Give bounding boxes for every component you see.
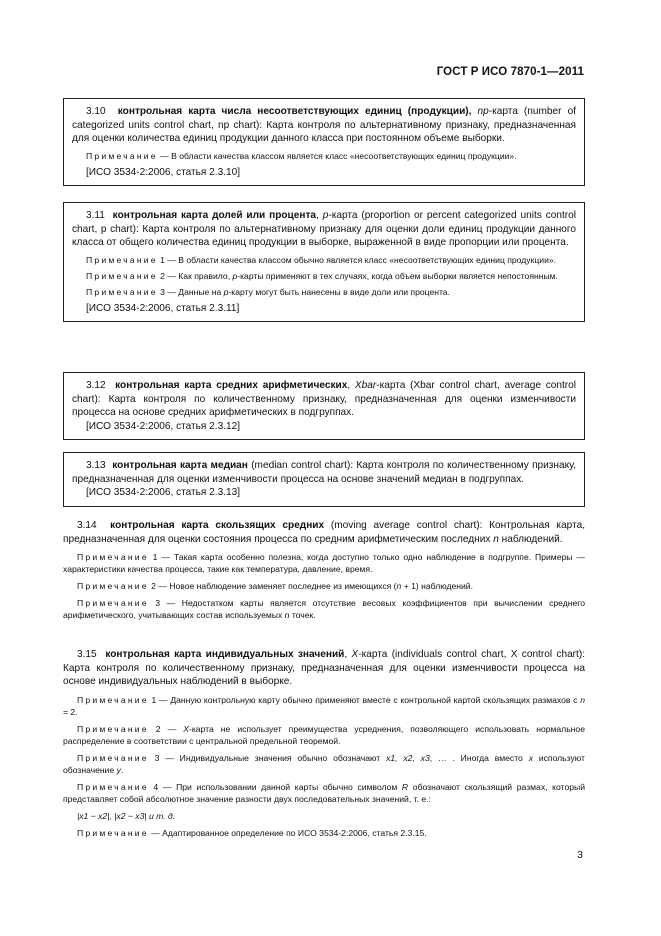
term: контрольная карта индивидуальных значений [105, 649, 345, 660]
term: контрольная карта средних арифметических [115, 380, 348, 391]
symbol: X [351, 649, 359, 660]
definition: 3.10 контрольная карта числа несоответствующих единиц (продукции), np-карта (number of categorized units control chart, np chart): Карта контроля по альтернативному признаку, предназначенная для оценки количества единиц продукции данного класса при постоянном объеме выборки. [72, 106, 576, 144]
symbol: Xbar [354, 380, 377, 391]
term: контрольная карта долей или процента [112, 210, 317, 221]
source-reference: [ИСО 3534-2:2006, статья 2.3.11] [86, 302, 240, 314]
definition: 3.14 контрольная карта скользящих средних (moving average control chart): Контрольная карта, предназначенная для оценки состояния процесса по средним арифметическим последних n наблюдений. [63, 520, 585, 545]
formula: |x1 − x2|, |x2 − x3| и т. д. [77, 810, 176, 821]
source-reference: [ИСО 3534-2:2006, статья 2.3.13] [86, 487, 241, 498]
note-3: Примечание 3 — Недостатком карты является отсутствие весовых коэффициентов при вычислении среднего арифметического, учитывающих состав используемых n точек. [63, 598, 585, 620]
note-1: Примечание 1 — Данную контрольную карту обычно применяют вместе с контрольной картой скользящих размахов с n = 2. [63, 694, 585, 717]
term: контрольная карта медиан [112, 460, 248, 471]
term-box-3-12 [63, 372, 585, 440]
term-entry-3-14 [63, 519, 585, 621]
note-4: Примечание 4 — При использовании данной карты обычно символом R обозначают скользящий размах, который представляет собой абсолютное значение разности двух последовательных значений, т. е.: [63, 781, 585, 804]
term: контрольная карта числа несоответствующих единиц (продукции), [117, 106, 472, 117]
symbol: p [322, 210, 329, 221]
symbol: np [477, 106, 489, 117]
note-1: Примечание 1 — Такая карта особенно полезна, когда доступно только одно наблюдение в подгруппе. Примеры — характеристики качества процесса, такие как температура, давление, время. [63, 552, 585, 574]
definition: 3.13 контрольная карта медиан (median control chart): Карта контроля по количественному признаку, предназначенная для оценки изменчивости процесса на основе значений медиан в подгруппах. [72, 460, 576, 485]
note-3: Примечание 3 — Данные на p-карту могут быть нанесены в виде доли или процента. [86, 286, 450, 297]
definition: 3.11 контрольная карта долей или процента, p-карта (proportion or percent categorized units control chart, p chart): Карта контроля по альтернативному признаку для оценки доли единиц продукции данного класса от общего количества единиц продукции в выборке, выраженной в виде пропорции или процента. [72, 210, 576, 248]
term: контрольная карта скользящих средних [110, 520, 325, 531]
document-header: ГОСТ Р ИСО 7870-1—2011 [436, 66, 584, 78]
page-number: 3 [577, 849, 583, 861]
term-entry-3-15 [63, 648, 585, 839]
term-box-3-10 [63, 98, 585, 186]
note-5: Примечание — Адаптированное определение по ИСО 3534-2:2006, статья 2.3.15. [77, 827, 427, 838]
note-3: Примечание 3 — Индивидуальные значения обычно обозначают x1, x2, x3, … . Иногда вместо x используют обозначение y. [63, 752, 585, 775]
note-2: Примечание 2 — Новое наблюдение заменяет последнее из имеющихся (n + 1) наблюдений. [77, 581, 473, 591]
term-box-3-11 [63, 202, 585, 322]
note-2: Примечание 2 — Как правило, p-карты применяют в тех случаях, когда объем выборки является непостоянным. [86, 270, 558, 281]
definition: 3.15 контрольная карта индивидуальных значений, X-карта (individuals control chart, X control chart): Карта контроля по количественному признаку, предназначенная для оценки изменчивости процесса на основе индивидуальных наблюдений в выборке. [63, 649, 586, 687]
note-1: Примечание 1 — В области качества классом обычно является класс «несоответствующих единиц продукции». [86, 254, 557, 265]
term-box-3-13 [63, 452, 585, 507]
definition: 3.12 контрольная карта средних арифметических, Xbar-карта (Xbar control chart, average control chart): Карта контроля по количественному признаку, предназначенная для оценки изменчивости процесса на основе средних арифметических в подгруппах. [72, 380, 576, 418]
source-reference: [ИСО 3534-2:2006, статья 2.3.10] [86, 166, 241, 178]
source-reference: [ИСО 3534-2:2006, статья 2.3.12] [86, 420, 241, 432]
note: Примечание — В области качества классом является класс «несоответствующих единиц продукции». [86, 150, 517, 161]
note-2: Примечание 2 — X-карта не использует преимущества усреднения, позволяющего использовать нормальное распределение в соответствии с центральной предельной теоремой. [63, 723, 585, 746]
